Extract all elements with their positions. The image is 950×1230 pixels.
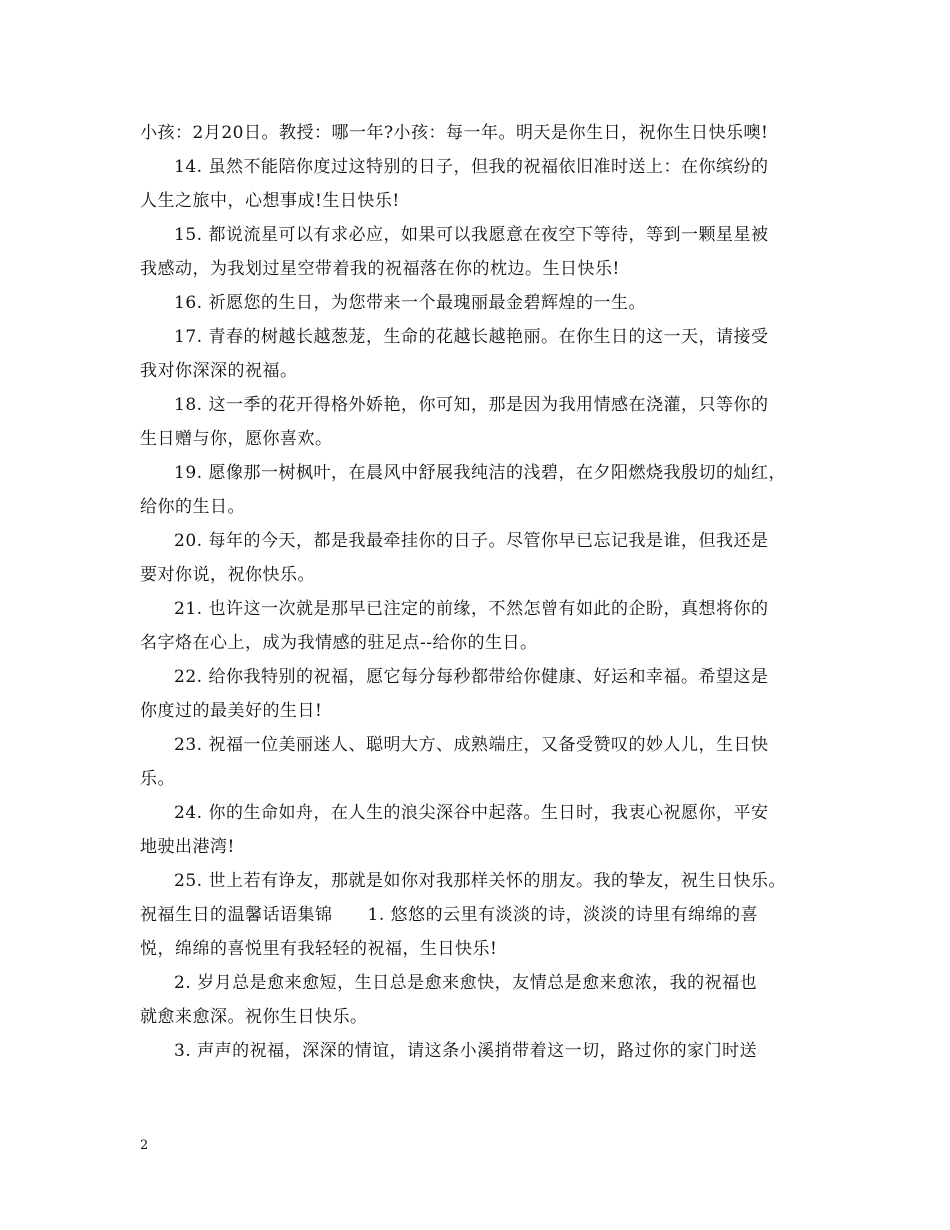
text-line: 生日赠与你，愿你喜欢。 [140, 429, 333, 449]
text-line: 17. 青春的树越长越葱茏，生命的花越长越艳丽。在你生日的这一天，请接受 [174, 327, 769, 347]
text-line: 你度过的最美好的生日! [140, 701, 323, 721]
text-line: 14. 虽然不能陪你度过这特别的日子，但我的祝福依旧准时送上：在你缤纷的 [174, 157, 769, 177]
text-line: 要对你说，祝你快乐。 [140, 565, 315, 585]
document-body [140, 116, 820, 1068]
text-line: 我对你深深的祝福。 [140, 361, 298, 381]
text-line: 2. 岁月总是愈来愈短，生日总是愈来愈快，友情总是愈来愈浓，我的祝福也 [174, 973, 758, 993]
text-line: 我感动，为我划过星空带着我的祝福落在你的枕边。生日快乐! [140, 259, 620, 279]
text-line: 悦，绵绵的喜悦里有我轻轻的祝福，生日快乐! [140, 939, 498, 959]
text-line: 19. 愿像那一树枫叶，在晨风中舒展我纯洁的浅碧，在夕阳燃烧我殷切的灿红， [174, 463, 786, 483]
text-line: 给你的生日。 [140, 497, 245, 517]
text-line: 23. 祝福一位美丽迷人、聪明大方、成熟端庄，又备受赞叹的妙人儿，生日快 [174, 735, 769, 755]
text-line: 就愈来愈深。祝你生日快乐。 [140, 1007, 368, 1027]
text-line: 人生之旅中，心想事成!生日快乐! [140, 191, 400, 211]
page-number: 2 [140, 1138, 149, 1153]
text-line: 21. 也许这一次就是那早已注定的前缘，不然怎曾有如此的企盼，真想将你的 [174, 599, 769, 619]
text-line: 小孩：2月20日。教授：哪一年?小孩：每一年。明天是你生日，祝你生日快乐噢! [140, 123, 769, 143]
text-line: 名字烙在心上，成为我情感的驻足点--给你的生日。 [140, 633, 538, 653]
text-line: 15. 都说流星可以有求必应，如果可以我愿意在夜空下等待，等到一颗星星被 [174, 225, 769, 245]
text-line: 乐。 [140, 769, 175, 789]
text-line: 祝福生日的温馨话语集锦 1. 悠悠的云里有淡淡的诗，淡淡的诗里有绵绵的喜 [140, 905, 759, 925]
text-line: 地驶出港湾! [140, 837, 235, 857]
text-line: 25. 世上若有诤友，那就是如你对我那样关怀的朋友。我的挚友，祝生日快乐。 [174, 871, 786, 891]
text-line: 18. 这一季的花开得格外娇艳，你可知，那是因为我用情感在浇灌，只等你的 [174, 395, 769, 415]
text-line: 20. 每年的今天，都是我最牵挂你的日子。尽管你早已忘记我是谁，但我还是 [174, 531, 769, 551]
text-line: 24. 你的生命如舟，在人生的浪尖深谷中起落。生日时，我衷心祝愿你，平安 [174, 803, 769, 823]
text-line: 3. 声声的祝福，深深的情谊，请这条小溪捎带着这一切，路过你的家门时送 [174, 1041, 758, 1061]
text-line: 16. 祈愿您的生日，为您带来一个最瑰丽最金碧辉煌的一生。 [174, 293, 646, 313]
text-line: 22. 给你我特别的祝福，愿它每分每秒都带给你健康、好运和幸福。希望这是 [174, 667, 769, 687]
